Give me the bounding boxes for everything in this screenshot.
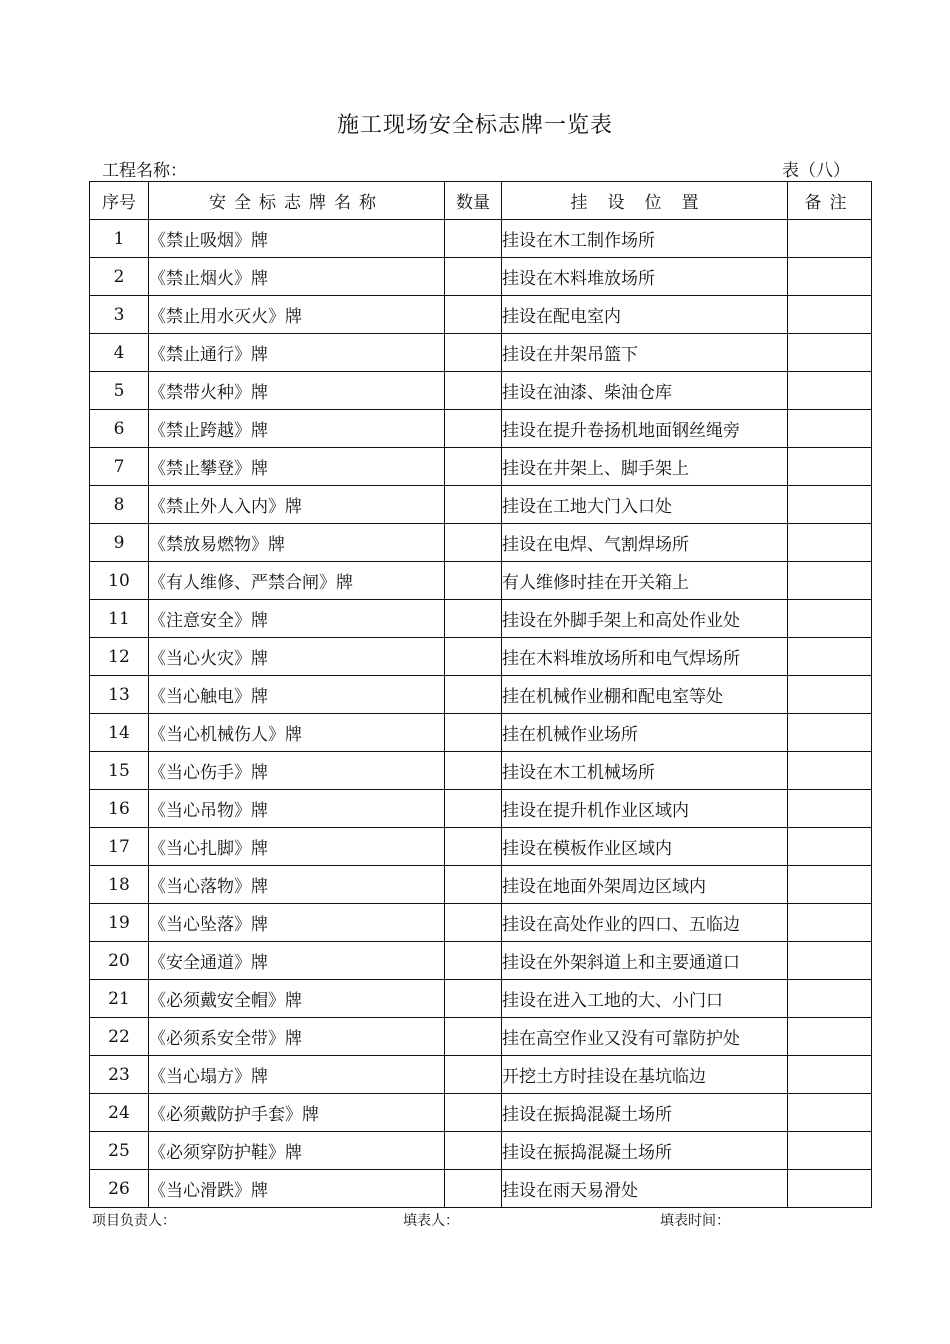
- sign-position: 挂设在井架上、脚手架上: [502, 448, 788, 486]
- row-number: 3: [90, 296, 149, 334]
- sign-quantity: [445, 866, 502, 904]
- sign-remark: [788, 904, 872, 942]
- sign-quantity: [445, 220, 502, 258]
- row-number: 16: [90, 790, 149, 828]
- sign-position: 挂设在外脚手架上和高处作业处: [502, 600, 788, 638]
- sign-quantity: [445, 600, 502, 638]
- sign-name: 《必须戴安全帽》牌: [149, 980, 445, 1018]
- sign-quantity: [445, 296, 502, 334]
- sign-remark: [788, 296, 872, 334]
- table-row: [90, 790, 872, 828]
- row-number: 8: [90, 486, 149, 524]
- sign-remark: [788, 220, 872, 258]
- sign-position: 挂在高空作业又没有可靠防护处: [502, 1018, 788, 1056]
- sign-name: 《禁止通行》牌: [149, 334, 445, 372]
- filler-label: 填表人：: [403, 1213, 459, 1229]
- sign-remark: [788, 372, 872, 410]
- sign-position: 挂设在模板作业区域内: [502, 828, 788, 866]
- sign-position: 挂设在木料堆放场所: [502, 258, 788, 296]
- table-row: [90, 676, 872, 714]
- sign-quantity: [445, 828, 502, 866]
- sign-name: 《禁止跨越》牌: [149, 410, 445, 448]
- sign-quantity: [445, 1018, 502, 1056]
- sign-quantity: [445, 904, 502, 942]
- sign-remark: [788, 1094, 872, 1132]
- table-row: [90, 524, 872, 562]
- sign-name: 《当心坠落》牌: [149, 904, 445, 942]
- row-number: 25: [90, 1132, 149, 1170]
- sign-remark: [788, 486, 872, 524]
- sign-name: 《必须戴防护手套》牌: [149, 1094, 445, 1132]
- table-row: [90, 372, 872, 410]
- sign-position: 挂设在木工制作场所: [502, 220, 788, 258]
- sign-position: 挂设在高处作业的四口、五临边: [502, 904, 788, 942]
- row-number: 22: [90, 1018, 149, 1056]
- sign-position: 挂设在电焊、气割焊场所: [502, 524, 788, 562]
- table-row: [90, 942, 872, 980]
- sign-position: 有人维修时挂在开关箱上: [502, 562, 788, 600]
- sign-name: 《安全通道》牌: [149, 942, 445, 980]
- date-label: 填表时间：: [660, 1213, 730, 1229]
- table-row: [90, 1170, 872, 1208]
- table-row: [90, 1132, 872, 1170]
- sign-name: 《禁止攀登》牌: [149, 448, 445, 486]
- sign-quantity: [445, 942, 502, 980]
- sign-name: 《禁带火种》牌: [149, 372, 445, 410]
- sign-position: 挂设在振捣混凝土场所: [502, 1132, 788, 1170]
- header-name: 安全标志牌名称: [149, 182, 445, 220]
- sign-quantity: [445, 980, 502, 1018]
- row-number: 18: [90, 866, 149, 904]
- sign-quantity: [445, 524, 502, 562]
- document-title: 施工现场安全标志牌一览表: [336, 113, 613, 138]
- sign-quantity: [445, 1170, 502, 1208]
- sign-quantity: [445, 1094, 502, 1132]
- manager-label: 项目负责人：: [92, 1213, 176, 1229]
- sign-name: 《当心火灾》牌: [149, 638, 445, 676]
- sign-remark: [788, 752, 872, 790]
- sign-position: 挂在木料堆放场所和电气焊场所: [502, 638, 788, 676]
- table-row: [90, 714, 872, 752]
- project-name-label: 工程名称：: [102, 161, 187, 181]
- table-row: [90, 220, 872, 258]
- sign-remark: [788, 714, 872, 752]
- table-row: [90, 258, 872, 296]
- sign-position: 挂设在油漆、柴油仓库: [502, 372, 788, 410]
- sign-remark: [788, 410, 872, 448]
- sign-remark: [788, 334, 872, 372]
- sign-remark: [788, 562, 872, 600]
- sign-remark: [788, 1056, 872, 1094]
- sign-name: 《必须系安全带》牌: [149, 1018, 445, 1056]
- sign-position: 挂设在外架斜道上和主要通道口: [502, 942, 788, 980]
- table-row: [90, 486, 872, 524]
- sign-remark: [788, 942, 872, 980]
- table-row: [90, 600, 872, 638]
- sign-name: 《禁止用水灭火》牌: [149, 296, 445, 334]
- table-row: [90, 980, 872, 1018]
- sign-remark: [788, 258, 872, 296]
- sign-position: 挂设在配电室内: [502, 296, 788, 334]
- sign-name: 《注意安全》牌: [149, 600, 445, 638]
- sign-quantity: [445, 1056, 502, 1094]
- sign-position: 挂设在井架吊篮下: [502, 334, 788, 372]
- table-row: [90, 1094, 872, 1132]
- sign-quantity: [445, 486, 502, 524]
- sign-position: 挂设在工地大门入口处: [502, 486, 788, 524]
- sign-position: 挂设在提升机作业区域内: [502, 790, 788, 828]
- sign-quantity: [445, 1132, 502, 1170]
- sign-remark: [788, 866, 872, 904]
- sign-position: 开挖土方时挂设在基坑临边: [502, 1056, 788, 1094]
- sign-name: 《当心滑跌》牌: [149, 1170, 445, 1208]
- sign-position: 挂设在振捣混凝土场所: [502, 1094, 788, 1132]
- table-row: [90, 638, 872, 676]
- sign-quantity: [445, 714, 502, 752]
- row-number: 24: [90, 1094, 149, 1132]
- row-number: 17: [90, 828, 149, 866]
- row-number: 20: [90, 942, 149, 980]
- sign-position: 挂设在提升卷扬机地面钢丝绳旁: [502, 410, 788, 448]
- sign-quantity: [445, 790, 502, 828]
- sign-quantity: [445, 448, 502, 486]
- header-no: 序号: [90, 182, 149, 220]
- table-row: [90, 904, 872, 942]
- sign-remark: [788, 1170, 872, 1208]
- sign-remark: [788, 1018, 872, 1056]
- sign-position: 挂设在雨天易滑处: [502, 1170, 788, 1208]
- sign-remark: [788, 676, 872, 714]
- table-row: [90, 828, 872, 866]
- header-position: 挂设位置: [502, 182, 788, 220]
- sign-quantity: [445, 752, 502, 790]
- sign-name: 《有人维修、严禁合闸》牌: [149, 562, 445, 600]
- sign-quantity: [445, 562, 502, 600]
- row-number: 19: [90, 904, 149, 942]
- table-row: [90, 296, 872, 334]
- sign-remark: [788, 448, 872, 486]
- table-row: [90, 1018, 872, 1056]
- sign-name: 《当心机械伤人》牌: [149, 714, 445, 752]
- safety-sign-table: [89, 181, 872, 1208]
- sign-position: 挂设在地面外架周边区域内: [502, 866, 788, 904]
- sign-quantity: [445, 410, 502, 448]
- sign-name: 《禁止外人入内》牌: [149, 486, 445, 524]
- table-body: [90, 220, 872, 1208]
- sign-quantity: [445, 638, 502, 676]
- sign-name: 《当心扎脚》牌: [149, 828, 445, 866]
- row-number: 5: [90, 372, 149, 410]
- table-row: [90, 1056, 872, 1094]
- sign-name: 《当心伤手》牌: [149, 752, 445, 790]
- sign-remark: [788, 980, 872, 1018]
- sign-quantity: [445, 258, 502, 296]
- header-quantity: 数量: [445, 182, 502, 220]
- sign-name: 《当心吊物》牌: [149, 790, 445, 828]
- row-number: 23: [90, 1056, 149, 1094]
- sign-name: 《当心塌方》牌: [149, 1056, 445, 1094]
- sign-quantity: [445, 334, 502, 372]
- row-number: 4: [90, 334, 149, 372]
- row-number: 14: [90, 714, 149, 752]
- sign-remark: [788, 600, 872, 638]
- row-number: 1: [90, 220, 149, 258]
- table-row: [90, 448, 872, 486]
- sign-remark: [788, 1132, 872, 1170]
- row-number: 10: [90, 562, 149, 600]
- sign-position: 挂设在进入工地的大、小门口: [502, 980, 788, 1018]
- sign-remark: [788, 828, 872, 866]
- row-number: 21: [90, 980, 149, 1018]
- sign-quantity: [445, 676, 502, 714]
- header-remark: 备注: [788, 182, 872, 220]
- table-id: 表（八）: [782, 161, 850, 181]
- table-row: [90, 334, 872, 372]
- row-number: 13: [90, 676, 149, 714]
- row-number: 2: [90, 258, 149, 296]
- row-number: 6: [90, 410, 149, 448]
- sign-name: 《禁止吸烟》牌: [149, 220, 445, 258]
- sign-name: 《当心触电》牌: [149, 676, 445, 714]
- table-row: [90, 752, 872, 790]
- row-number: 11: [90, 600, 149, 638]
- row-number: 12: [90, 638, 149, 676]
- table-row: [90, 410, 872, 448]
- sign-remark: [788, 790, 872, 828]
- row-number: 26: [90, 1170, 149, 1208]
- sign-remark: [788, 638, 872, 676]
- sign-position: 挂在机械作业棚和配电室等处: [502, 676, 788, 714]
- table-row: [90, 866, 872, 904]
- sign-name: 《必须穿防护鞋》牌: [149, 1132, 445, 1170]
- sign-position: 挂在机械作业场所: [502, 714, 788, 752]
- table-row: [90, 562, 872, 600]
- sign-name: 《当心落物》牌: [149, 866, 445, 904]
- table-header-row: [90, 182, 872, 220]
- row-number: 7: [90, 448, 149, 486]
- sign-position: 挂设在木工机械场所: [502, 752, 788, 790]
- sign-name: 《禁放易燃物》牌: [149, 524, 445, 562]
- row-number: 15: [90, 752, 149, 790]
- sign-remark: [788, 524, 872, 562]
- sign-name: 《禁止烟火》牌: [149, 258, 445, 296]
- sign-quantity: [445, 372, 502, 410]
- row-number: 9: [90, 524, 149, 562]
